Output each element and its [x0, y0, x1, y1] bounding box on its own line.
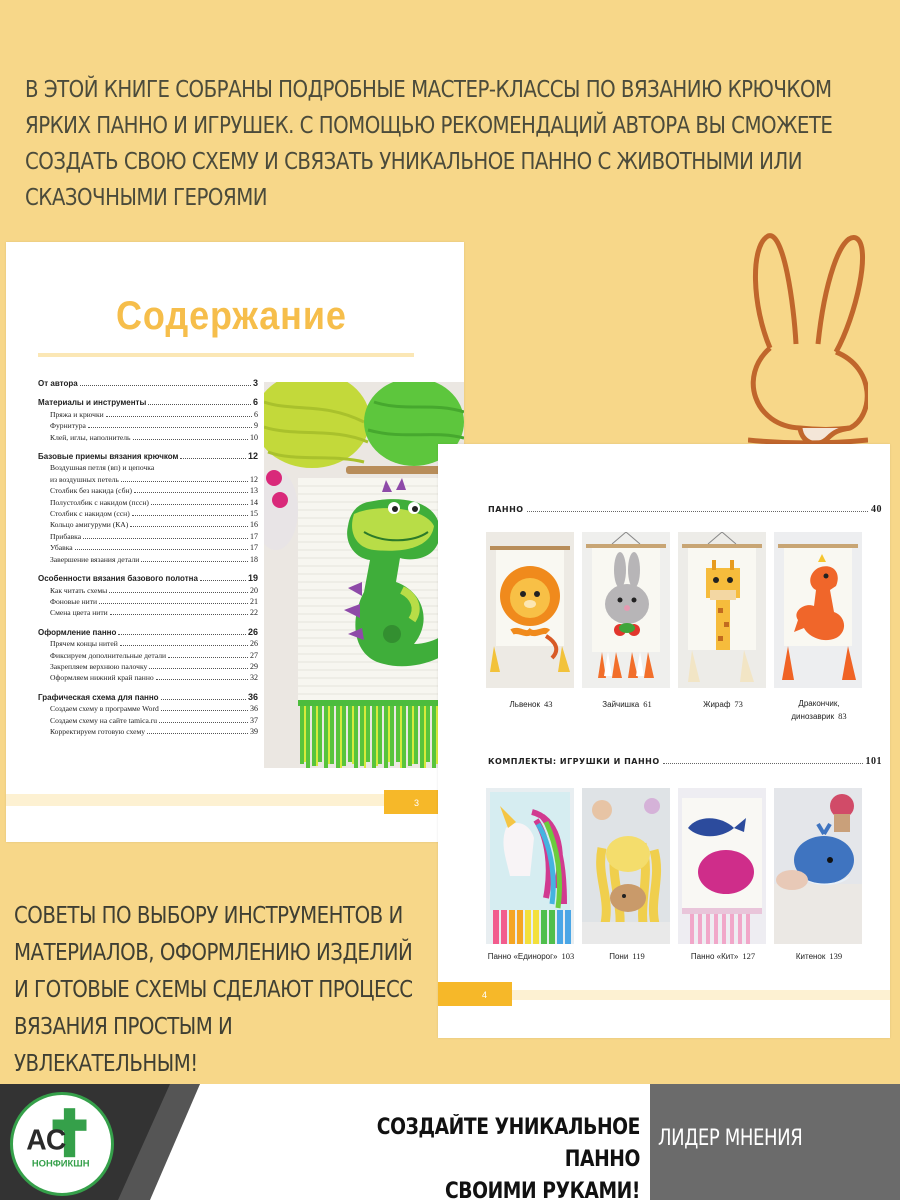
toc-item: Создаем схему на сайте tamica.ru 37 — [50, 715, 258, 725]
caption-pony: Пони 119 — [609, 951, 645, 961]
intro-text: В ЭТОЙ КНИГЕ СОБРАНЫ ПОДРОБНЫЕ МАСТЕР-КЛАССЫ ПО ВЯЗАНИЮ КРЮЧКОМ ЯРКИХ ПАННО И ИГРУШЕК. С ПОМОЩЬЮ РЕКОМЕНДАЦИЙ АВТОРА ВЫ СМОЖЕТЕ СОЗДАТЬ СВОЮ СХЕМУ И СВЯЗАТЬ УНИКАЛЬНОЕ ПАННО С ЖИВОТНЫМИ ИЛИ СКАЗОЧНЫМИ ГЕРОЯМИ — [25, 77, 833, 211]
giraffe-panel-photo — [678, 532, 766, 688]
toc-heading: Базовые приемы вязания крючком 12 — [38, 451, 258, 462]
toc-heading: Материалы и инструменты 6 — [38, 397, 258, 408]
dragon-panel-thumb — [774, 532, 862, 688]
toc-item: Полустолбик с накидом (пссн) 14 — [50, 497, 258, 507]
rabbit-illustration — [748, 226, 868, 456]
dragon-panel-photo — [264, 382, 464, 768]
section-title: КОМПЛЕКТЫ: ИГРУШКИ И ПАННО — [488, 757, 660, 766]
caption-unicorn: Панно «Единорог» 103 — [487, 951, 575, 961]
caption-dragon: Дракончик, динозаврик 83 — [791, 699, 847, 721]
section-title: ПАННО — [488, 505, 524, 514]
unicorn-panel-photo — [486, 788, 574, 944]
toc-item: Клей, иглы, наполнитель 10 — [50, 432, 258, 442]
toc-section — [38, 397, 258, 443]
table-of-contents — [38, 378, 258, 745]
section-heading-panels — [488, 504, 882, 515]
contents-title: Содержание — [116, 294, 347, 338]
pony-toy-photo — [582, 788, 670, 944]
toc-item: Воздушная петля (вп) и цепочка — [50, 463, 155, 473]
leader-text: ЛИДЕР МНЕНИЯ — [658, 1126, 803, 1151]
toc-heading: От автора 3 — [38, 378, 258, 388]
toc-item: Фиксируем дополнительные детали 27 — [50, 650, 258, 660]
toc-heading: Графическая схема для панно 36 — [38, 691, 258, 702]
caption-bunny: Зайчишка 61 — [602, 699, 652, 709]
toc-item: Завершение вязания детали 18 — [50, 554, 258, 564]
toc-section — [38, 573, 258, 619]
toc-item: из воздушных петель 12 — [50, 474, 258, 484]
toc-item: Столбик с накидом (ссн) 15 — [50, 509, 258, 519]
logo-text-bottom: НОНФИКШН — [31, 1157, 90, 1169]
caption-whale-panel: Панно «Кит» 127 — [690, 951, 756, 961]
title-rule — [38, 353, 414, 357]
toc-item: Кольцо амигуруми (КА) 16 — [50, 520, 258, 530]
toc-item: Создаем схему в программе Word 36 — [50, 704, 258, 714]
section-page: 40 — [871, 504, 882, 515]
toc-item: Корректируем готовую схему 39 — [50, 726, 258, 736]
toc-item: Фурнитура 9 — [50, 421, 258, 431]
bunny-panel-photo — [582, 532, 670, 688]
logo-icon — [13, 1095, 111, 1193]
toc-item: Закрепляем верхнюю палочку 29 — [50, 661, 258, 671]
toc-item: Пряжа и крючки 6 — [50, 409, 258, 419]
slogan-line-2: СВОИМИ РУКАМИ! — [444, 1179, 640, 1200]
caption-lion: Львенок 43 — [509, 699, 553, 709]
toc-item: Столбик без накида (сбн) 13 — [50, 486, 258, 496]
footer-slogan — [351, 1112, 640, 1200]
advice-text: СОВЕТЫ ПО ВЫБОРУ ИНСТРУМЕНТОВ И МАТЕРИАЛОВ, ОФОРМЛЕНИЮ ИЗДЕЛИЙ И ГОТОВЫЕ СХЕМЫ СДЕЛАЮТ ПРОЦЕСС ВЯЗАНИЯ ПРОСТЫМ И УВЛЕКАТЕЛЬНЫМ! — [14, 903, 413, 1077]
whale-toy-photo — [774, 788, 862, 944]
toc-heading: Особенности вязания базового полотна 19 — [38, 573, 258, 584]
toc-item: Убавка 17 — [50, 543, 258, 553]
book-page-3 — [6, 242, 464, 842]
caption-whale-toy: Китенок 139 — [795, 951, 843, 961]
toc-section — [38, 378, 258, 389]
book-page-4 — [438, 444, 890, 1038]
publisher-logo — [10, 1092, 114, 1196]
toc-section — [38, 627, 258, 684]
page-number: 3 — [384, 790, 464, 814]
slogan-line-1: СОЗДАЙТЕ УНИКАЛЬНОЕ ПАННО — [376, 1115, 640, 1172]
lion-panel-photo — [486, 532, 574, 688]
toc-item: Фоновые нити 21 — [50, 596, 258, 606]
toc-item: Прибавка 17 — [50, 531, 258, 541]
section-page: 101 — [865, 756, 882, 767]
logo-text-top: АС — [26, 1123, 67, 1156]
toc-item: Оформляем нижний край панно 32 — [50, 673, 258, 683]
toc-section — [38, 692, 258, 738]
toc-item: Прячем концы нитей 26 — [50, 639, 258, 649]
toc-item: Как читать схемы 20 — [50, 585, 258, 595]
caption-giraffe: Жираф 73 — [703, 699, 743, 709]
toc-heading: Оформление панно 26 — [38, 626, 258, 637]
page-number: 4 — [438, 982, 512, 1006]
toc-item: Смена цвета нити 22 — [50, 608, 258, 618]
section-heading-sets — [488, 756, 882, 767]
toc-section — [38, 451, 258, 565]
whale-panel-photo — [678, 788, 766, 944]
